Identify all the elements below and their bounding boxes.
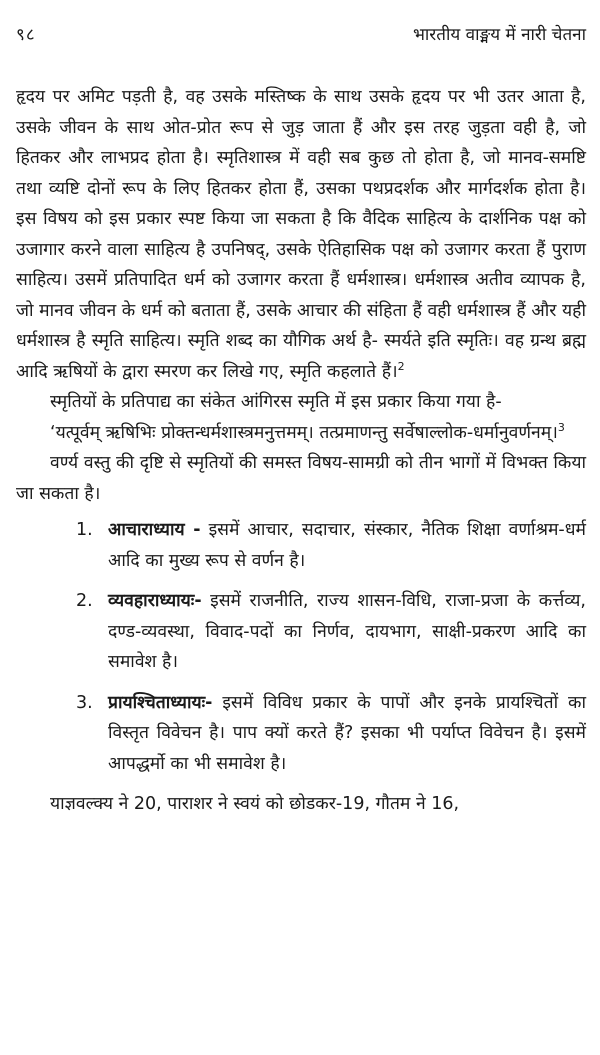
- list-term: प्रायश्चिताध्यायः-: [108, 692, 213, 713]
- list-term: व्यवहाराध्यायः-: [108, 591, 202, 611]
- body-text: [16, 82, 586, 820]
- footnote-ref: 3: [557, 420, 565, 434]
- paragraph: स्मृतियों के प्रतिपाद्य का संकेत आंगिरस स्मृति में इस प्रकार किया गया है-: [50, 392, 502, 412]
- page-header: [16, 22, 586, 60]
- numbered-list: [16, 515, 586, 779]
- footnote-ref: 2: [397, 359, 405, 373]
- quote-text: ‘यत्पूर्वम् ऋषिभिः प्रोक्तन्धर्मशास्त्रमनुत्तमम्। तत्प्रमाणन्तु सर्वेषाल्लोक-धर्मानुवर्णनम्।: [50, 422, 558, 443]
- list-number: 2.: [76, 591, 93, 611]
- list-item: [16, 586, 586, 678]
- list-text: इसमें राजनीति, राज्य शासन-विधि, राजा-प्रजा के कर्त्तव्य, दण्ड-व्यवस्था, विवाद-पदों का निर्णव, दायभाग, साक्षी-प्रकरण आदि का समावेश है।: [108, 591, 586, 672]
- paragraph: वर्ण्य वस्तु की दृष्टि से स्मृतियों की समस्त विषय-सामग्री को तीन भागों में विभक्त किया जा सकता है।: [16, 453, 586, 504]
- paragraph-continued: [16, 82, 586, 387]
- page-number: ९८: [16, 25, 36, 45]
- list-body: [108, 688, 586, 780]
- list-number: 1.: [76, 520, 93, 540]
- paragraph-text: हृदय पर अमिट पड़ती है, वह उसके मस्तिष्क के साथ उसके हृदय पर भी उतर आता है, उसके जीवन के साथ ओत-प्रोत रूप से जुड़ जाता हैं और इस तरह जुड़ता वही है, जो हितकर और लाभप्रद होता है। स्मृतिशास्त्र में वही सब कुछ तो होता है, जो मानव-समष्टि तथा व्यष्टि दोनों रूप के लिए हितकर होता हैं, उसका पथप्रदर्शक और मार्गदर्शक होता है। इस विषय को इस प्रकार स्पष्ट किया जा सकता है कि वैदिक साहित्य के दार्शनिक पक्ष को उजागार करने वाला साहित्य है उपनिषद्, उसके ऐतिहासिक पक्ष को उजागर करता हैं पुराण साहित्य। उसमें प्रतिपादित धर्म को उजागर करता हैं धर्मशास्त्र। धर्मशास्त्र अतीव व्यापक है, जो मानव जीवन के धर्म को बताता हैं, उसके आचार की संहिता हैं वही धर्मशास्त्र हैं और यही धर्मशास्त्र है स्मृति साहित्य। स्मृति शब्द का यौगिक अर्थ है- स्मर्यते इति स्मृतिः। वह ग्रन्थ ब्रह्म आदि ऋषियों के द्वारा स्मरण कर लिखे गए, स्मृति कहलाते हैं।: [16, 87, 586, 382]
- list-text: इसमें विविध प्रकार के पापों और इनके प्रायश्चितों का विस्तृत विवेचन है। पाप क्यों करते हैं? इसका भी पर्याप्त विवेचन है। इसमें आपद्धर्मो का भी समावेश है।: [108, 692, 586, 774]
- list-number: 3.: [76, 692, 93, 713]
- running-title: भारतीय वाङ्मय में नारी चेतना: [412, 25, 586, 45]
- list-text: इसमें आचार, सदाचार, संस्कार, नैतिक शिक्षा वर्णाश्रम-धर्म आदि का मुख्य रूप से वर्णन है।: [108, 520, 586, 571]
- list-body: [108, 586, 586, 678]
- list-item: [16, 515, 586, 576]
- list-term: आचाराध्याय -: [108, 520, 201, 540]
- paragraph: याज्ञवल्क्य ने 20, पाराशर ने स्वयं को छोडकर-19, गौतम ने 16,: [50, 794, 460, 814]
- list-body: [108, 515, 586, 576]
- list-item: [16, 688, 586, 780]
- sanskrit-quote: [16, 418, 586, 449]
